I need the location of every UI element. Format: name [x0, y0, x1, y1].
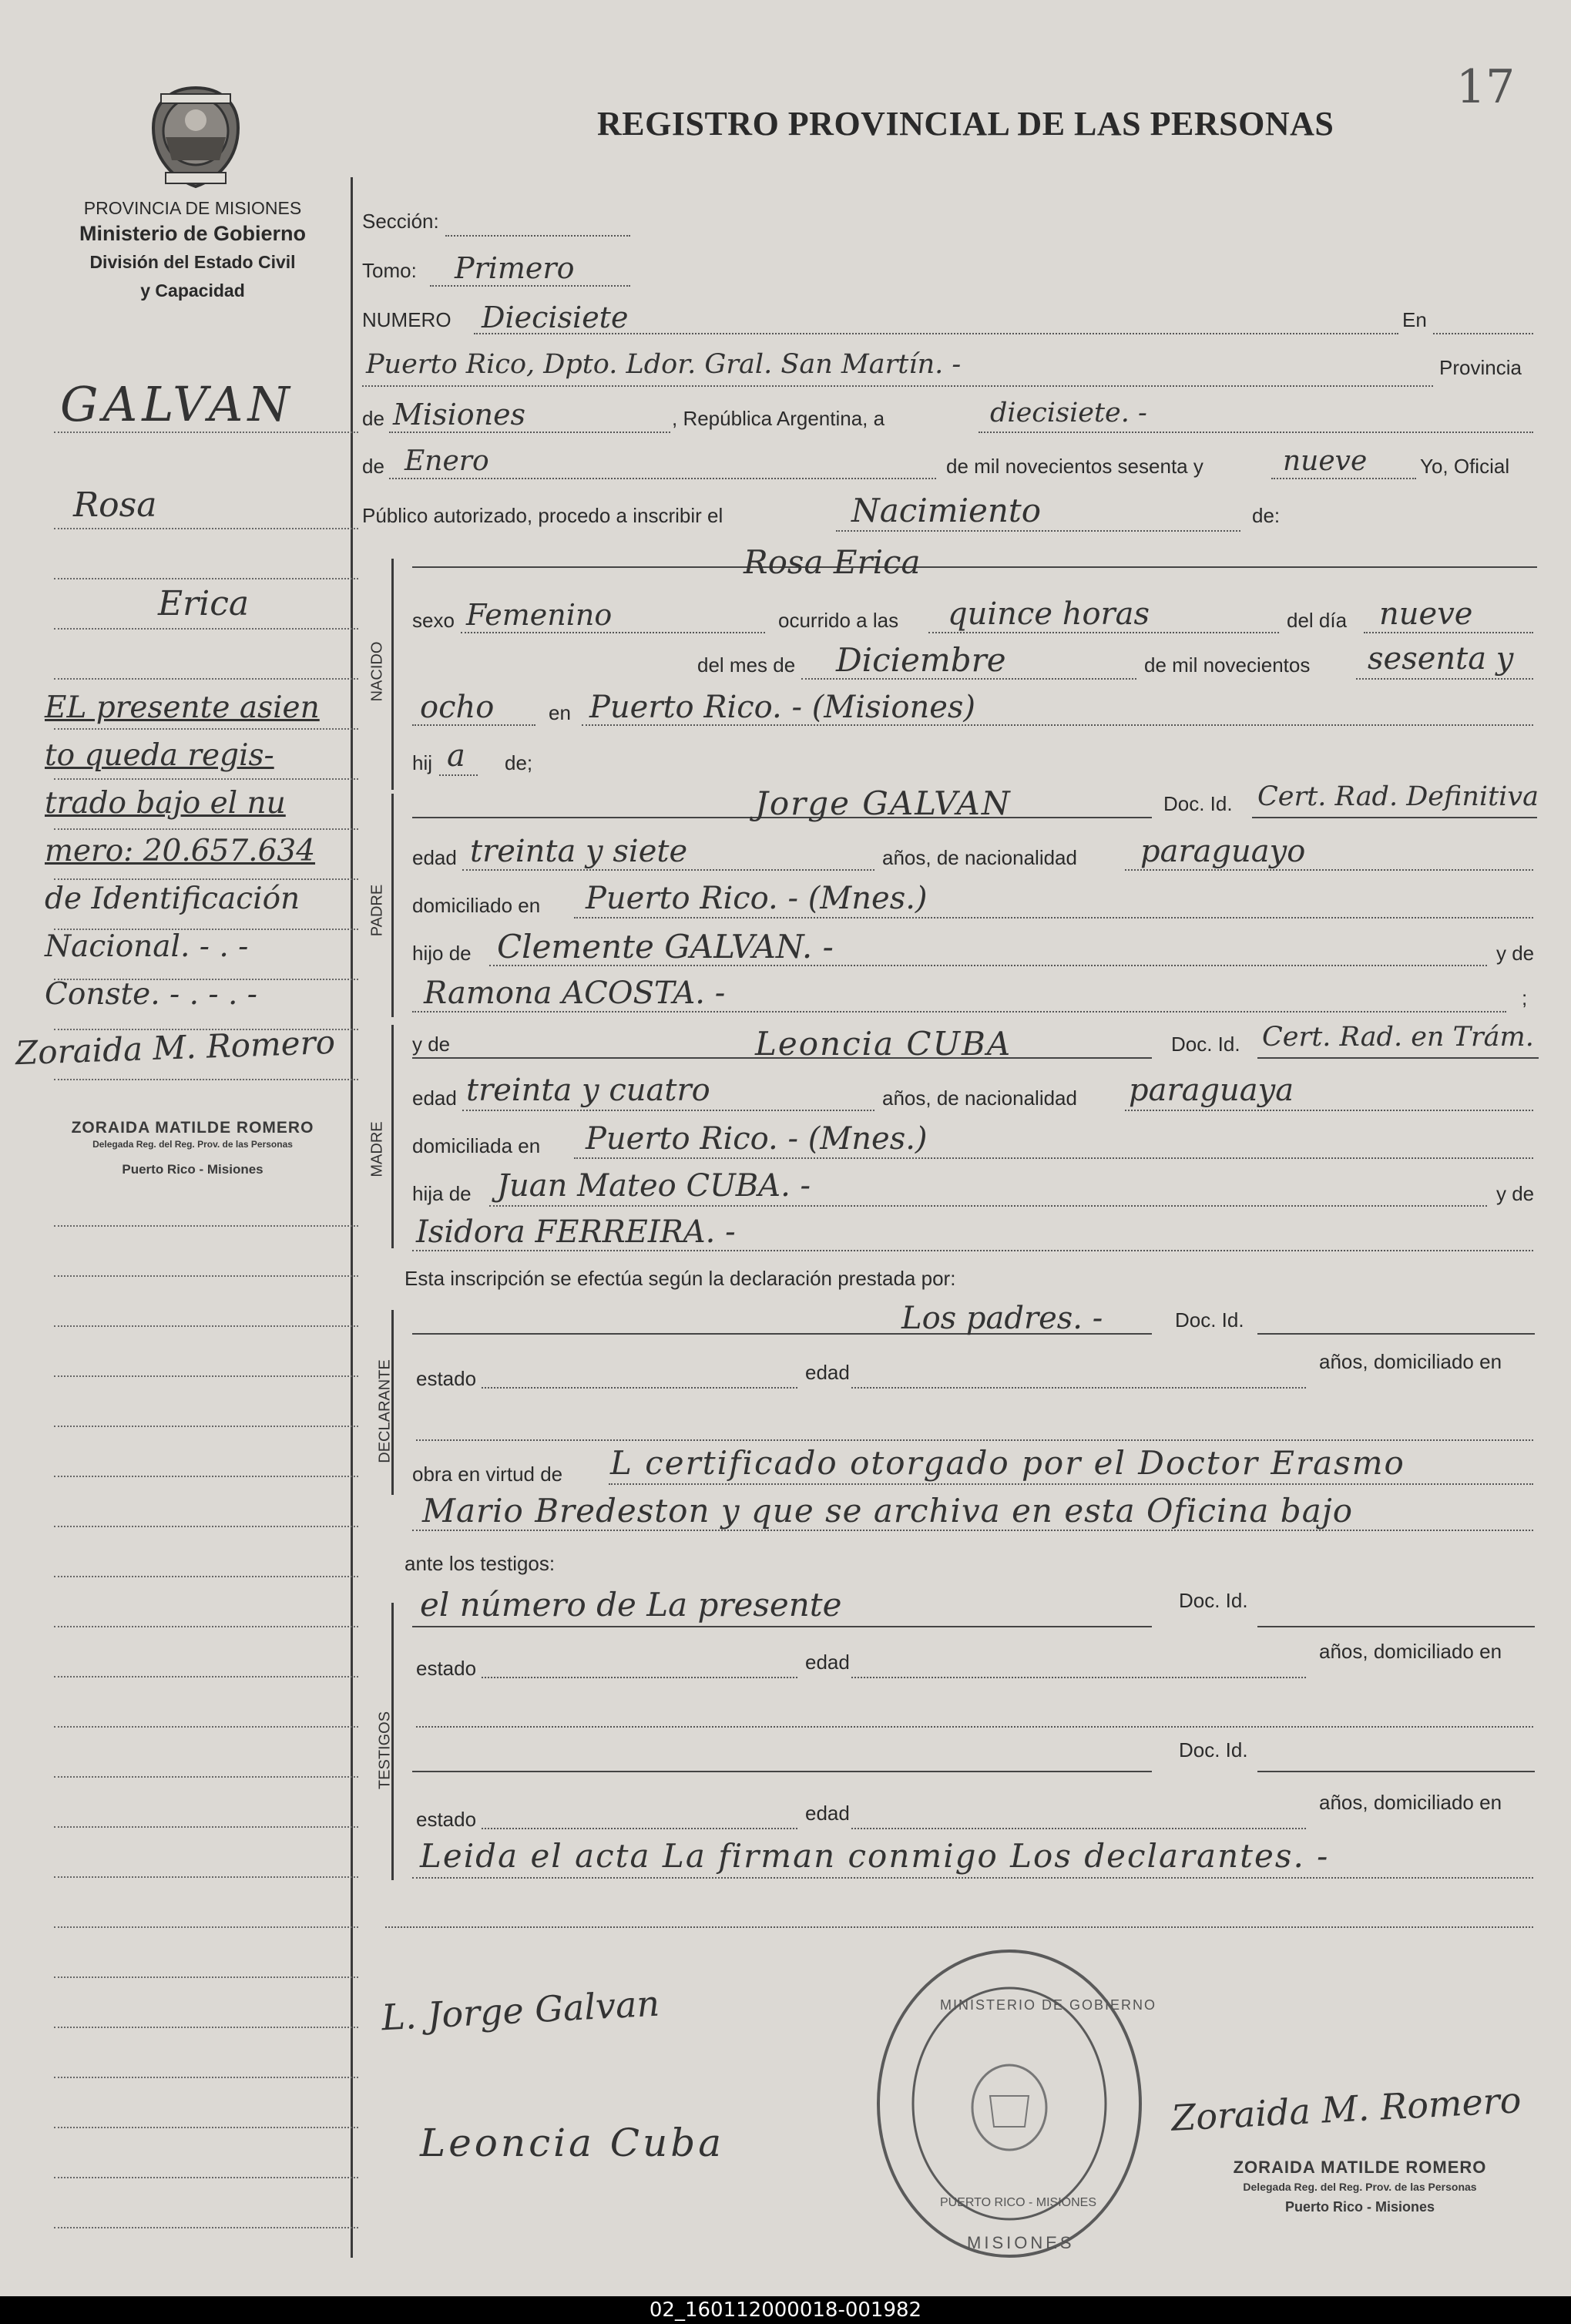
mil-label: de mil novecientos	[1144, 653, 1311, 677]
hij-de-label: de;	[505, 751, 533, 774]
margin-note-line: to queda regis-	[45, 738, 274, 773]
mes-label: del mes de	[697, 653, 796, 677]
madre-dom-label: domiciliada en	[412, 1134, 541, 1157]
section-bar-padre	[391, 794, 394, 1017]
padre-edad-value: treinta y siete	[470, 834, 688, 869]
officer-stamp-line: Delegada Reg. del Reg. Prov. de las Personas	[1243, 2181, 1477, 2193]
padre-nac-label: años, de nacionalidad	[882, 846, 1077, 869]
margin-note-line: Conste. - . - . -	[45, 977, 257, 1012]
year-value: nueve	[1283, 445, 1368, 477]
file-caption: 02_160112000018-001982	[0, 2296, 1571, 2324]
official-seal	[867, 1942, 1157, 2265]
day-born-value: nueve	[1379, 596, 1473, 632]
testigo-edad-label-1: edad	[805, 1651, 850, 1674]
padre-parent-2: Ramona ACOSTA. -	[424, 976, 726, 1011]
margin-stamp-line: Puerto Rico - Misiones	[122, 1162, 264, 1177]
republica-label: , República Argentina, a	[672, 407, 885, 430]
section-label-nacido: NACIDO	[368, 641, 386, 702]
margin-note-line: trado bajo el nu	[45, 786, 286, 821]
margin-note-line: mero: 20.657.634	[45, 834, 316, 868]
year-label: de mil novecientos sesenta y	[946, 455, 1203, 478]
testigo-doc-label-1: Doc. Id.	[1179, 1589, 1248, 1612]
declarante-doc-label: Doc. Id.	[1175, 1308, 1244, 1332]
declarante-intro: Esta inscripción se efectúa según la declaración prestada por:	[404, 1267, 956, 1290]
padre-doc-value: Cert. Rad. Definitiva	[1257, 781, 1539, 812]
margin-given-name-1: Rosa	[73, 485, 157, 525]
de-label: de	[362, 407, 384, 430]
declarante-obra-value-3: el número de La presente	[420, 1586, 842, 1624]
declarante-obra-value-1: L certificado otorgado por el Doctor Erasmo	[610, 1444, 1405, 1482]
hij-value: a	[447, 738, 465, 774]
declarante-obra-label: obra en virtud de	[412, 1463, 563, 1486]
madre-doc-label: Doc. Id.	[1171, 1033, 1240, 1056]
dia-label: del día	[1287, 609, 1348, 632]
de-label-2: de	[362, 455, 384, 478]
de-colon-label: de:	[1252, 504, 1281, 527]
ministry-line-4: y Capacidad	[140, 280, 245, 301]
page-number: 17	[1456, 60, 1516, 114]
testigo-edad-label-2: edad	[805, 1802, 850, 1825]
padre-y-de-label: y de	[1496, 942, 1535, 965]
ministry-line-3: División del Estado Civil	[89, 252, 296, 272]
margin-note-line: Nacional. - . -	[45, 929, 249, 964]
margin-surname: GALVAN	[60, 376, 294, 432]
madre-y-de-label-2: y de	[1496, 1182, 1535, 1205]
tomo-label: Tomo:	[362, 259, 417, 282]
testigos-intro: ante los testigos:	[404, 1552, 556, 1575]
officer-stamp	[1171, 2158, 1549, 2215]
madre-parent-1: Juan Mateo CUBA. -	[497, 1168, 811, 1204]
declarante-edad-label: edad	[805, 1361, 850, 1384]
margin-note	[45, 684, 361, 1019]
sexo-value: Femenino	[466, 598, 613, 632]
page-title: REGISTRO PROVINCIAL DE LAS PERSONAS	[597, 105, 1334, 143]
numero-label: NUMERO	[362, 308, 451, 331]
madre-edad-label: edad	[412, 1086, 457, 1110]
hour-value: quince horas	[948, 596, 1150, 632]
margin-note-line: EL presente asien	[45, 690, 320, 725]
madre-hija-label: hija de	[412, 1182, 472, 1205]
testigo-estado-label-2: estado	[416, 1808, 477, 1831]
testigo-anos-label-1: años, domiciliado en	[1319, 1640, 1502, 1663]
officer-stamp-line: Puerto Rico - Misiones	[1284, 2199, 1435, 2215]
padre-doc-label: Doc. Id.	[1163, 792, 1233, 815]
place-value: Puerto Rico, Dpto. Ldor. Gral. San Martín. -	[366, 349, 962, 380]
margin-note-line: de Identificación	[45, 882, 300, 916]
margin-signature: Zoraida M. Romero	[15, 1023, 336, 1073]
en-label: En	[1402, 308, 1427, 331]
mother-signature: Leoncia Cuba	[420, 2121, 725, 2165]
province-crest	[143, 83, 249, 195]
seccion-label: Sección:	[362, 210, 439, 233]
nacido-name: Rosa Erica	[744, 543, 921, 581]
provincia-label: Provincia	[1439, 356, 1522, 379]
officer-signature: Zoraida M. Romero	[1170, 2079, 1522, 2139]
margin-given-name-2: Erica	[158, 584, 250, 623]
madre-nac-value: paraguaya	[1129, 1073, 1294, 1108]
year-born-value-1: sesenta y	[1368, 641, 1514, 677]
publico-label: Público autorizado, procedo a inscribir el	[362, 504, 723, 527]
padre-hijo-label: hijo de	[412, 942, 472, 965]
madre-edad-value: treinta y cuatro	[466, 1073, 710, 1108]
tomo-value: Primero	[455, 251, 575, 285]
madre-name: Leoncia CUBA	[755, 1025, 1012, 1063]
hij-label: hij	[412, 751, 433, 774]
seal-inner-text: MINISTERIO DE GOBIERNO	[940, 1997, 1157, 2013]
section-bar-madre	[391, 1025, 394, 1248]
officer-stamp-line: ZORAIDA MATILDE ROMERO	[1233, 2158, 1487, 2177]
section-label-padre: PADRE	[368, 884, 386, 937]
madre-doc-value: Cert. Rad. en Trám.	[1262, 1022, 1534, 1053]
padre-semicolon: ;	[1522, 986, 1528, 1009]
padre-parent-1: Clemente GALVAN. -	[497, 928, 834, 966]
padre-dom-label: domiciliado en	[412, 894, 541, 917]
margin-divider	[351, 177, 353, 2258]
madre-parent-2: Isidora FERREIRA. -	[416, 1214, 736, 1250]
day-value: diecisiete. -	[990, 398, 1147, 428]
section-label-testigos: TESTIGOS	[376, 1711, 394, 1790]
year-born-value-2: ocho	[420, 690, 495, 725]
sexo-label: sexo	[412, 609, 455, 632]
section-label-madre: MADRE	[368, 1121, 386, 1177]
declarante-anos-label: años, domiciliado en	[1319, 1350, 1502, 1373]
declarante-name: Los padres. -	[901, 1301, 1103, 1336]
act-value: Nacimiento	[851, 492, 1042, 529]
seal-place-text: PUERTO RICO - MISIONES	[940, 2196, 1096, 2209]
section-bar-nacido	[391, 559, 394, 790]
declarante-obra-value-2: Mario Bredeston y que se archiva en esta Oficina bajo	[422, 1492, 1354, 1530]
margin-stamp	[23, 1119, 362, 1177]
province-value: Misiones	[393, 398, 526, 432]
madre-y-de-label: y de	[412, 1033, 451, 1056]
padre-edad-label: edad	[412, 846, 457, 869]
ministry-line-1: PROVINCIA DE MISIONES	[83, 198, 302, 218]
padre-name: Jorge GALVAN	[755, 784, 1012, 822]
month-born-value: Diciembre	[836, 641, 1006, 679]
ministry-block	[31, 196, 354, 304]
section-label-declarante: DECLARANTE	[376, 1359, 394, 1463]
testigo-doc-label-2: Doc. Id.	[1179, 1738, 1248, 1761]
margin-stamp-line: Delegada Reg. del Reg. Prov. de las Personas	[92, 1139, 293, 1150]
month-value: Enero	[404, 445, 489, 477]
numero-value: Diecisiete	[482, 301, 629, 334]
declarante-estado-label: estado	[416, 1367, 477, 1390]
nacido-en-label: en	[549, 701, 571, 724]
father-signature: L. Jorge Galvan	[380, 1982, 661, 2039]
ocurrido-label: ocurrido a las	[778, 609, 899, 632]
testigo-anos-label-2: años, domiciliado en	[1319, 1791, 1502, 1814]
ministry-line-2: Ministerio de Gobierno	[79, 222, 307, 245]
birth-place-value: Puerto Rico. - (Misiones)	[589, 690, 976, 725]
seal-bottom-text: MISIONES	[967, 2233, 1075, 2252]
padre-nac-value: paraguayo	[1140, 834, 1306, 869]
margin-stamp-line: ZORAIDA MATILDE ROMERO	[71, 1119, 314, 1137]
testigo-estado-label-1: estado	[416, 1657, 477, 1680]
madre-nac-label: años, de nacionalidad	[882, 1086, 1077, 1110]
closing-statement: Leida el acta La firman conmigo Los declarantes. -	[420, 1837, 1330, 1875]
madre-dom-value: Puerto Rico. - (Mnes.)	[586, 1121, 928, 1157]
padre-dom-value: Puerto Rico. - (Mnes.)	[586, 881, 928, 916]
yo-label: Yo, Oficial	[1420, 455, 1510, 478]
